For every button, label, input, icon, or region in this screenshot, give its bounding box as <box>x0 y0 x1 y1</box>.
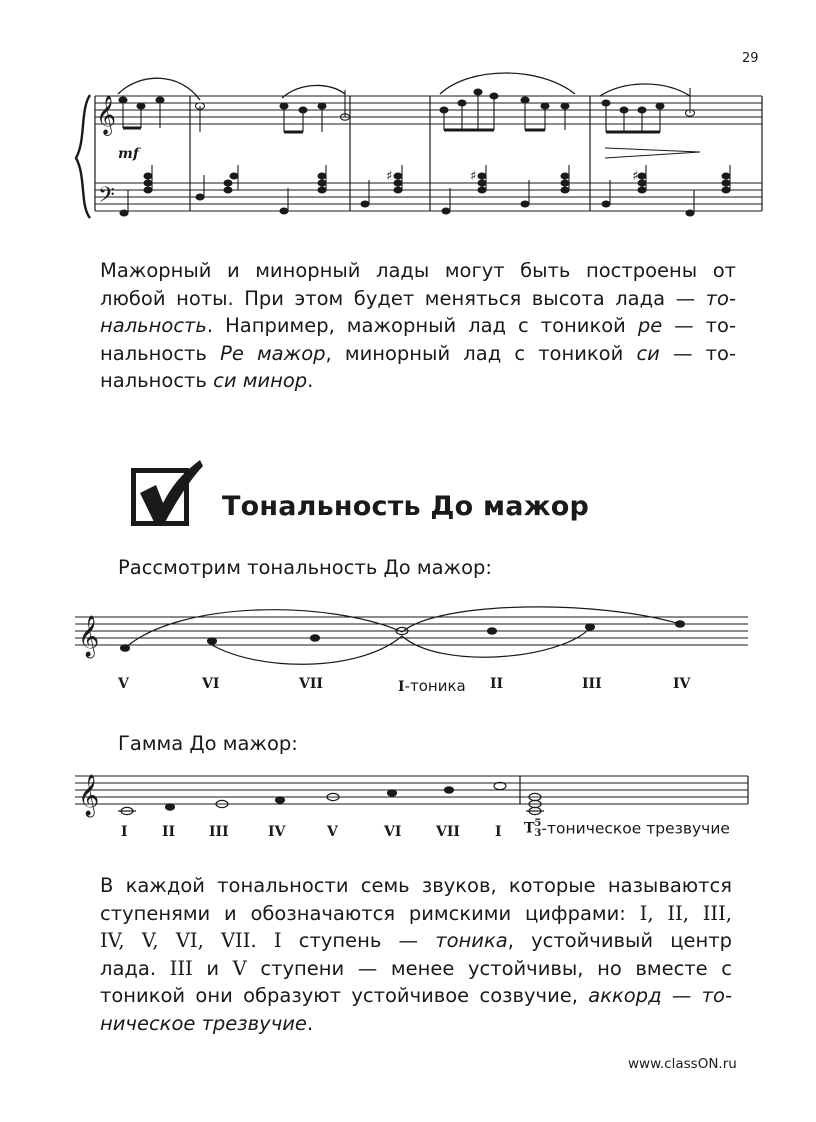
degree-label: V <box>327 824 338 840</box>
roman-numerals: V <box>232 956 247 980</box>
text: Мажорный и минорный лады могут быть построены от <box>100 259 736 282</box>
page-number: 29 <box>742 51 759 66</box>
dynamic-marking: mf <box>118 146 139 162</box>
svg-text:♯: ♯ <box>470 169 477 184</box>
degree-label: III <box>582 676 602 692</box>
degree-label: II <box>162 824 176 840</box>
bass-clef: 𝄢 <box>98 183 115 213</box>
section2-text: Гамма До мажор: <box>118 732 298 755</box>
treble-clef: 𝄞 <box>78 775 100 816</box>
text: ступенями и обозначаются римскими цифрами: <box>100 901 640 925</box>
section-heading: Тональность До мажор <box>222 491 590 522</box>
figure-top: 5 <box>534 817 542 829</box>
text: любой ноты. При этом будет меняться высота лада — <box>100 286 706 310</box>
roman-numerals: IV, V, VI, VII. <box>100 929 257 952</box>
section1-text: Рассмотрим тональность До мажор: <box>118 556 492 579</box>
text: и <box>192 956 233 980</box>
text-italic: аккорд — то- <box>588 984 732 1007</box>
degree-label: VII <box>436 824 460 840</box>
roman-numerals: I <box>273 929 282 952</box>
text <box>257 929 274 952</box>
footer-url: www.classON.ru <box>628 1056 737 1072</box>
text-italic: Ре мажор <box>220 341 326 365</box>
text: нальность <box>100 369 214 392</box>
text: . <box>307 369 314 392</box>
degree-label: I <box>121 824 128 840</box>
degree-label: IV <box>673 676 691 692</box>
text: — то- <box>659 341 736 365</box>
text-italic: ре <box>637 314 663 337</box>
svg-text:♯: ♯ <box>386 169 393 184</box>
degree-label: II <box>490 676 504 692</box>
scale-notes <box>121 782 544 814</box>
text: , устойчивый центр <box>507 929 732 952</box>
text: ступень — <box>281 929 436 952</box>
text: — то- <box>662 314 736 337</box>
text: тоникой они образуют устойчивое созвучие, <box>100 984 589 1007</box>
degree-label: V <box>118 676 129 692</box>
text-italic: тоника <box>435 929 508 952</box>
text: нальность <box>100 341 221 365</box>
treble-clef: 𝄞 <box>96 95 117 135</box>
tonic-triad-label <box>524 818 730 839</box>
degree-label: IV <box>268 824 286 840</box>
chord-label: -тоническое трезвучие <box>541 819 730 838</box>
text-italic: си минор <box>213 369 308 392</box>
text-italic: нальность <box>100 314 207 337</box>
tonic-symbol: T <box>524 820 535 837</box>
text: . <box>306 1011 314 1035</box>
text: . Например, мажорный лад с тоникой <box>206 314 638 337</box>
text: В каждой тональности семь звуков, которые называются <box>100 874 732 897</box>
text-italic: си <box>636 341 660 365</box>
degree-label: I <box>495 824 502 840</box>
roman-numerals: III <box>169 956 193 980</box>
degree-suffix: -тоника <box>404 677 466 695</box>
text: лада. <box>100 956 170 980</box>
svg-text:♯: ♯ <box>632 169 639 184</box>
roman-numerals: I, II, III, <box>639 901 732 925</box>
degree-label: VII <box>299 676 323 692</box>
degree-label: VI <box>202 676 220 692</box>
degree-label: VI <box>384 824 402 840</box>
figure-bottom: 3 <box>534 827 542 839</box>
text: ступени — менее устойчивы, но вместе с <box>246 956 732 980</box>
text-italic: то- <box>705 286 736 310</box>
degree-label: III <box>209 824 229 840</box>
outro-paragraph <box>100 872 732 1037</box>
treble-clef: 𝄞 <box>78 616 100 657</box>
text-italic: ническое трезвучие <box>100 1011 307 1035</box>
degree-roman: I <box>398 679 405 695</box>
text: , минорный лад с тоникой <box>325 341 637 365</box>
